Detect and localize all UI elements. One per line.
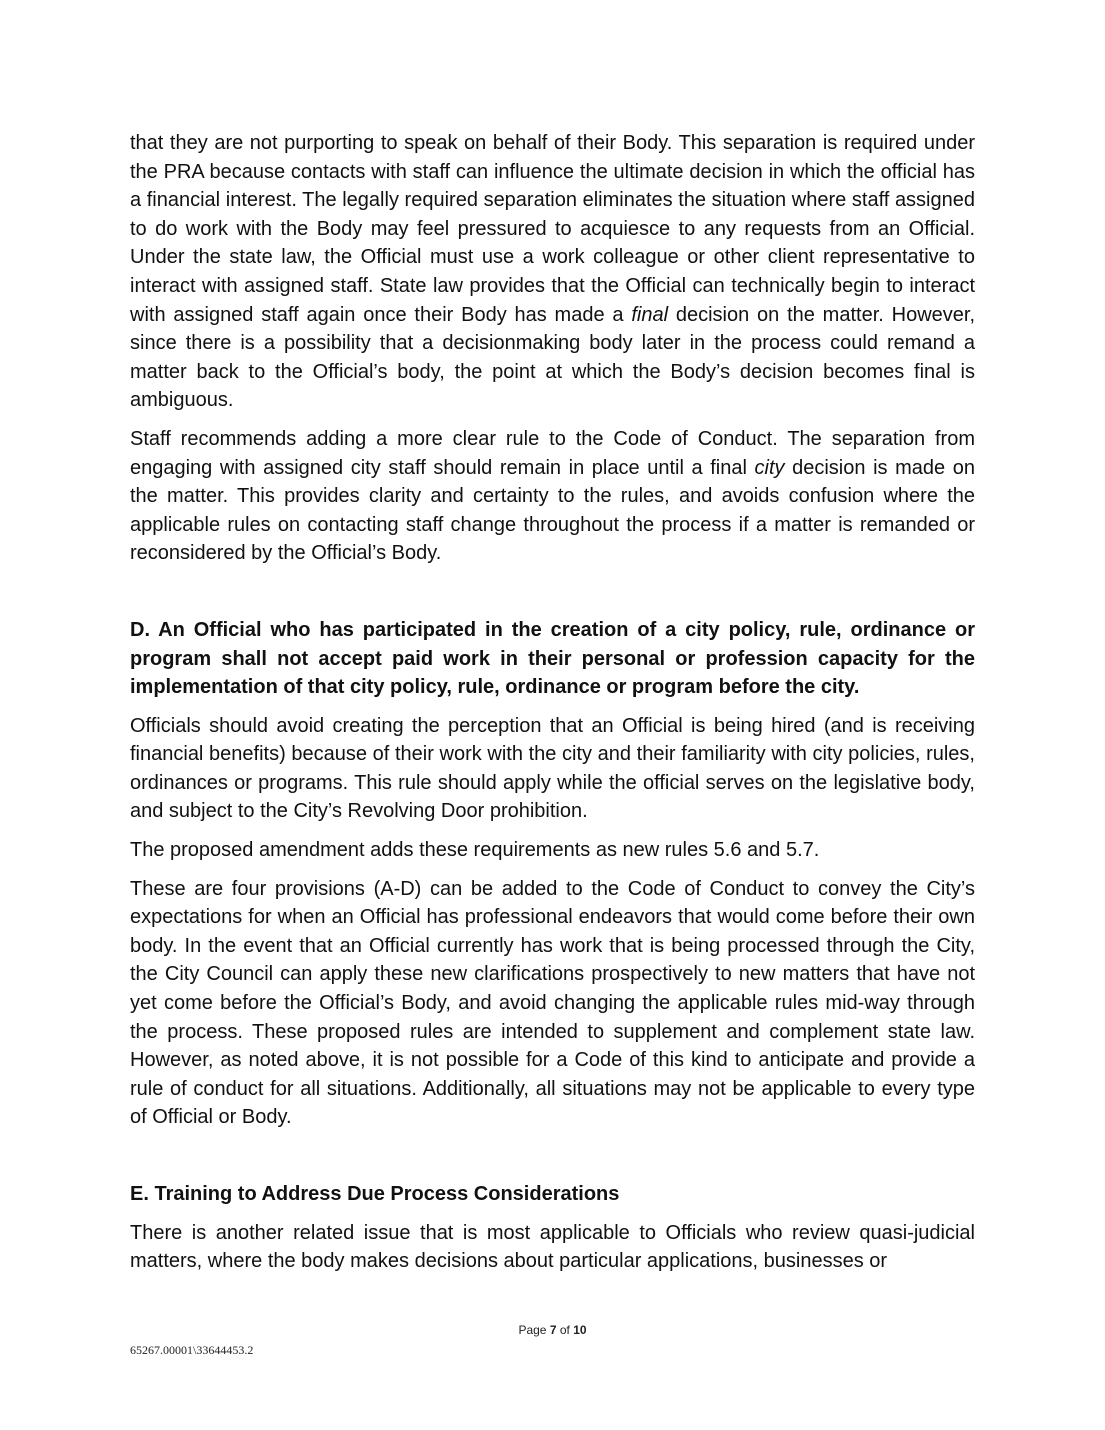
paragraph-text: that they are not purporting to speak on behalf of their Body. This separation is required under the PRA because contacts with staff can influence the ultimate decision in which the official has a financial interest. The legally required separation eliminates the situation where staff assigned to do work with the Body may feel pressured to acquiesce to any requests from an Official. Under the state law, the Official must use a work colleague or other client representative to interact with assigned staff. State law provides that the Official can technically begin to interact with assigned staff again once their Body has made a: [130, 132, 975, 326]
paragraph-avoid-perception: Officials should avoid creating the perception that an Official is being hired (and is receiving financial benefits) because of their work with the city and their familiarity with city policies, rules, ordinances or programs. This rule should apply while the official serves on the legislative body, and subject to the City’s Revolving Door prohibition.: [130, 714, 975, 823]
paragraph-text: Staff recommends adding a more clear rule to the Code of Conduct. The separation from engaging with assigned city staff should remain in place until a final: [130, 427, 975, 479]
paragraph-text: decision is made on the matter. This provides clarity and certainty to the rules, and avoids confusion where the applicable rules on contacting staff change throughout the process if a matter is remanded or reconsidered by the Official’s Body.: [130, 456, 975, 565]
paragraph-text: decision on the matter. However, since there is a possibility that a decisionmaking body later in the process could remand a matter back to the Official’s body, the point at which the Body’s decision becomes final is ambiguous.: [130, 303, 975, 412]
paragraph-staff-recommendation: [130, 425, 975, 568]
emphasis-text: city: [754, 456, 785, 479]
page-prefix: Page: [518, 1323, 550, 1337]
paragraph-four-provisions: These are four provisions (A-D) can be added to the Code of Conduct to convey the City’s expectations for when an Official has professional endeavors that would come before their own body. In the event that an Official currently has work that is being processed through the City, the City Council can apply these new clarifications prospectively to new matters that have not yet come before the Official’s Body, and avoid changing the applicable rules mid-way through the process. These proposed rules are intended to supplement and complement state law. However, as noted above, it is not possible for a Code of this kind to anticipate and provide a rule of conduct for all situations. Additionally, all situations may not be applicable to every type of Official or Body.: [130, 877, 975, 1129]
paragraph-pra-separation: [130, 129, 975, 415]
section-heading-d: D. An Official who has participated in the creation of a city policy, rule, ordinance or program shall not accept paid work in their personal or profession capacity for the implementation of that city policy, rule, ordinance or program before the city.: [130, 618, 975, 699]
document-body: [130, 129, 975, 1276]
document-id: 65267.00001\33644453.2: [130, 1343, 254, 1357]
page-current: 7: [549, 1323, 557, 1337]
page-of: of: [556, 1323, 574, 1337]
paragraph-proposed-amendment: The proposed amendment adds these requirements as new rules 5.6 and 5.7.: [130, 839, 820, 862]
emphasis-text: final: [631, 303, 669, 326]
section-heading-e: E. Training to Address Due Process Considerations: [130, 1183, 620, 1205]
page-number: [0, 1323, 1105, 1337]
paragraph-quasi-judicial: There is another related issue that is most applicable to Officials who review quasi-judicial matters, where the body makes decisions about particular applications, businesses or: [130, 1221, 975, 1273]
page-total: 10: [573, 1323, 587, 1337]
